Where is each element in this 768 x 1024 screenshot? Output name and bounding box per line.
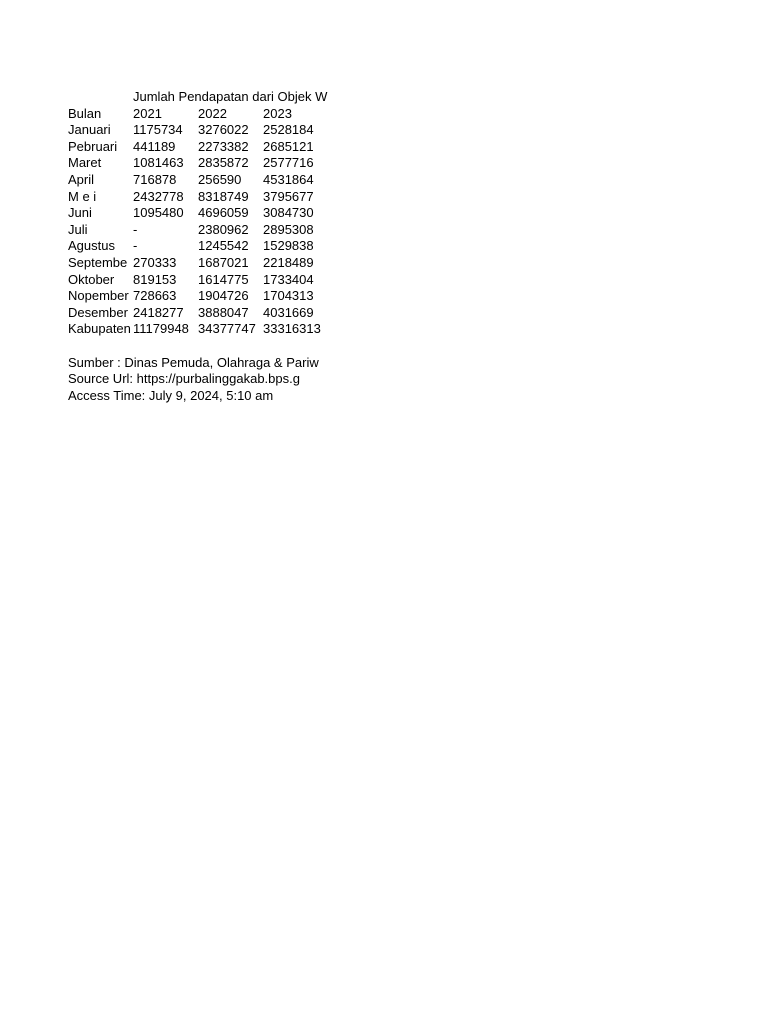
value-2021-cell: - <box>133 221 138 237</box>
value-2023-cell: 2895308 <box>263 221 314 237</box>
value-2022-cell: 1614775 <box>198 271 249 287</box>
source-row <box>68 355 328 372</box>
table-row <box>68 222 328 239</box>
value-2023-cell: 4031669 <box>263 304 314 320</box>
table-row <box>68 139 328 156</box>
table-row <box>68 172 328 189</box>
spreadsheet <box>68 89 328 404</box>
table-row <box>68 122 328 139</box>
value-2022-cell: 34377747 <box>198 321 256 337</box>
value-2023-cell: 1529838 <box>263 238 314 254</box>
value-2023-cell: 1704313 <box>263 288 314 304</box>
value-2021-cell: 441189 <box>133 138 176 154</box>
value-2022-cell: 3276022 <box>198 122 249 138</box>
table-row <box>68 288 328 305</box>
value-2021-cell: 716878 <box>133 171 177 187</box>
header-month: Bulan <box>68 105 102 121</box>
table-row <box>68 255 328 272</box>
header-year-2021: 2021 <box>133 105 162 121</box>
value-2023-cell: 2685121 <box>263 138 314 154</box>
value-2021-cell: 11179948 <box>133 321 189 337</box>
value-2023-cell: 1733404 <box>263 271 314 287</box>
value-2022-cell: 2380962 <box>198 221 249 237</box>
month-cell: Desember <box>68 304 128 320</box>
table-row <box>68 189 328 206</box>
value-2022-cell: 2835872 <box>198 155 249 171</box>
value-2022-cell: 1687021 <box>198 254 249 270</box>
empty-cell <box>68 89 133 106</box>
data-rows <box>68 122 328 338</box>
month-cell: Januari <box>68 122 111 138</box>
table-row <box>68 155 328 172</box>
month-cell: Nopember <box>68 288 129 304</box>
access-time: Access Time: July 9, 2024, 5:10 am <box>68 387 274 403</box>
value-2021-cell: 1081463 <box>133 155 184 171</box>
value-2023-cell: 3084730 <box>263 205 314 221</box>
source-text: Sumber : Dinas Pemuda, Olahraga & Pariw <box>68 354 319 370</box>
header-year-2022: 2022 <box>198 105 227 121</box>
month-cell: Juli <box>68 221 88 237</box>
value-2021-cell: 2418277 <box>133 304 184 320</box>
month-cell: Pebruari <box>68 138 118 154</box>
value-2021-cell: 2432778 <box>133 188 184 204</box>
source-url: Source Url: https://purbalinggakab.bps.g <box>68 371 300 387</box>
value-2022-cell: 1245542 <box>198 238 249 254</box>
url-row <box>68 371 328 388</box>
month-cell: Agustus <box>68 238 115 254</box>
value-2021-cell: 1175734 <box>133 122 183 138</box>
header-row <box>68 106 328 123</box>
value-2022-cell: 8318749 <box>198 188 249 204</box>
month-cell: M e i <box>68 188 97 204</box>
month-cell: April <box>68 171 95 187</box>
month-cell: Septembe <box>68 254 128 270</box>
value-2023-cell: 3795677 <box>263 188 314 204</box>
value-2023-cell: 2218489 <box>263 254 314 270</box>
header-year-2023: 2023 <box>263 105 292 121</box>
month-cell: Oktober <box>68 271 115 287</box>
value-2021-cell: 728663 <box>133 288 177 304</box>
access-row <box>68 388 328 405</box>
table-row <box>68 305 328 322</box>
month-cell: Maret <box>68 155 102 171</box>
value-2021-cell: 270333 <box>133 254 177 270</box>
month-cell: Kabupaten <box>68 321 131 337</box>
value-2022-cell: 256590 <box>198 171 242 187</box>
value-2022-cell: 2273382 <box>198 138 249 154</box>
table-row <box>68 238 328 255</box>
blank-row <box>68 338 328 355</box>
value-2022-cell: 4696059 <box>198 205 249 221</box>
table-row <box>68 205 328 222</box>
value-2023-cell: 4531864 <box>263 171 314 187</box>
table-title: Jumlah Pendapatan dari Objek W <box>133 89 328 104</box>
value-2023-cell: 33316313 <box>263 321 321 337</box>
value-2021-cell: - <box>133 238 138 254</box>
month-cell: Juni <box>68 205 92 221</box>
title-row <box>68 89 328 106</box>
value-2023-cell: 2577716 <box>263 155 314 171</box>
value-2021-cell: 1095480 <box>133 205 184 221</box>
table-row <box>68 272 328 289</box>
value-2023-cell: 2528184 <box>263 122 314 138</box>
value-2022-cell: 1904726 <box>198 288 249 304</box>
table-row <box>68 321 328 338</box>
value-2021-cell: 819153 <box>133 271 177 287</box>
value-2022-cell: 3888047 <box>198 304 249 320</box>
